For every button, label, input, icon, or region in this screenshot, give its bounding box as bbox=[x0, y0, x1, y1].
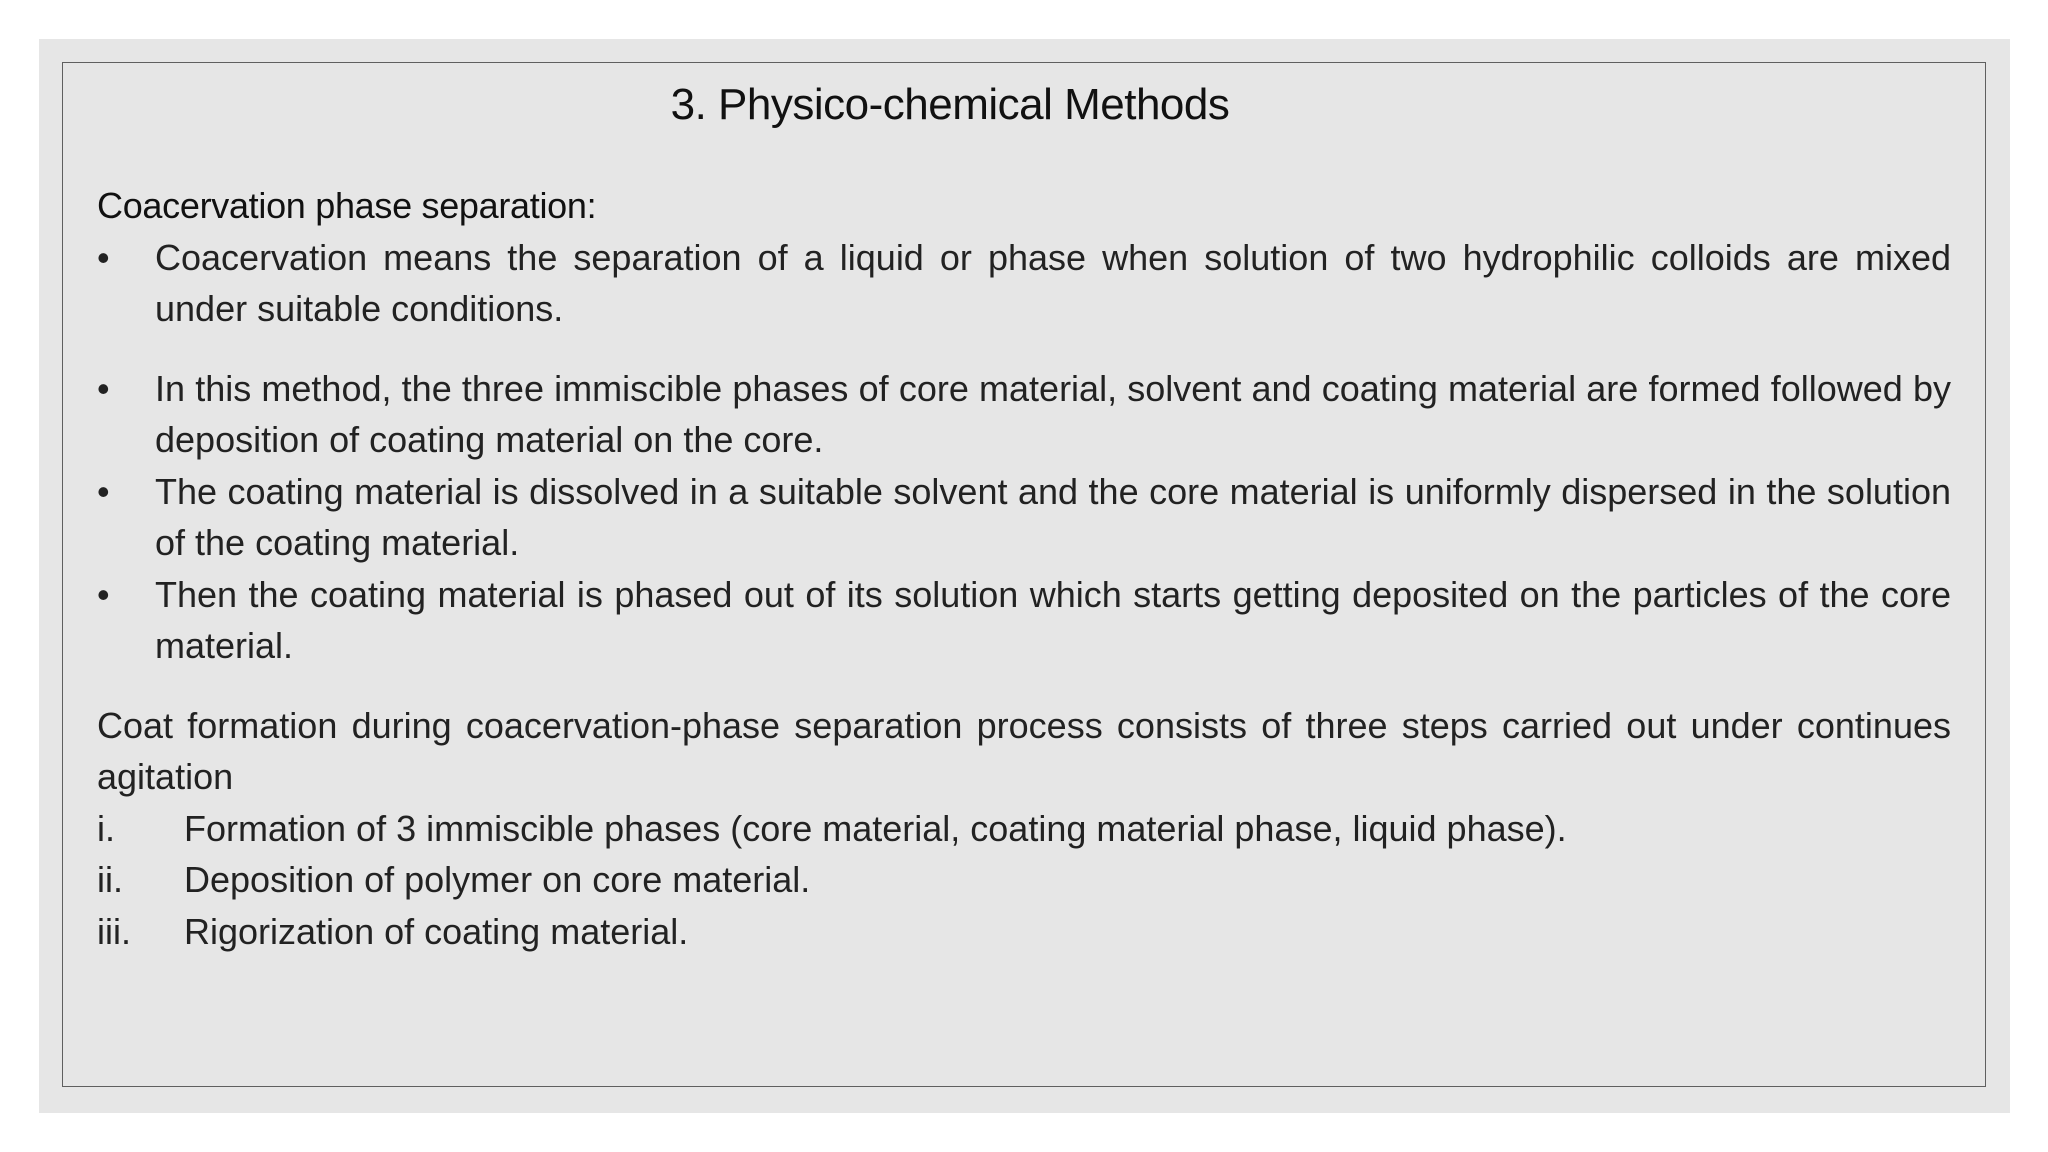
step-item bbox=[97, 906, 1951, 958]
step-item bbox=[97, 854, 1951, 906]
bullet-item bbox=[97, 363, 1951, 466]
bullet-text: Coacervation means the separation of a liquid or phase when solution of two hydrophilic colloids are mixed under suitable conditions. bbox=[155, 236, 1951, 329]
step-number: iii. bbox=[97, 910, 131, 952]
slide-title: 3. Physico-chemical Methods bbox=[670, 80, 1230, 129]
step-text: Deposition of polymer on core material. bbox=[184, 859, 811, 900]
bullet-text: Then the coating material is phased out of its solution which starts getting deposited on the particles of the core material. bbox=[155, 573, 1951, 666]
bullet-item bbox=[97, 569, 1951, 672]
spacer bbox=[97, 672, 1951, 700]
bullet-item bbox=[97, 232, 1951, 335]
bullet-text: The coating material is dissolved in a suitable solvent and the core material is uniformly dispersed in the solution of the coating material. bbox=[155, 470, 1951, 563]
step-text: Rigorization of coating material. bbox=[184, 910, 689, 952]
bullet-icon: • bbox=[97, 367, 110, 409]
bullet-icon: • bbox=[97, 573, 110, 615]
bullet-item bbox=[97, 466, 1951, 569]
step-text: Formation of 3 immiscible phases (core material, coating material phase, liquid phase). bbox=[184, 807, 1567, 849]
slide-content bbox=[97, 180, 1951, 957]
step-number: i. bbox=[97, 807, 115, 849]
bullet-icon: • bbox=[97, 236, 110, 278]
step-number: ii. bbox=[97, 859, 123, 900]
bullet-icon: • bbox=[97, 470, 110, 512]
step-item bbox=[97, 803, 1951, 855]
section-subheading: Coacervation phase separation: bbox=[97, 185, 597, 226]
bullet-text: In this method, the three immiscible phases of core material, solvent and coating material are formed followed by deposition of coating material on the core. bbox=[155, 367, 1951, 460]
body-paragraph: Coat formation during coacervation-phase separation process consists of three steps carried out under continues agitation bbox=[97, 704, 1951, 797]
spacer bbox=[97, 335, 1951, 363]
